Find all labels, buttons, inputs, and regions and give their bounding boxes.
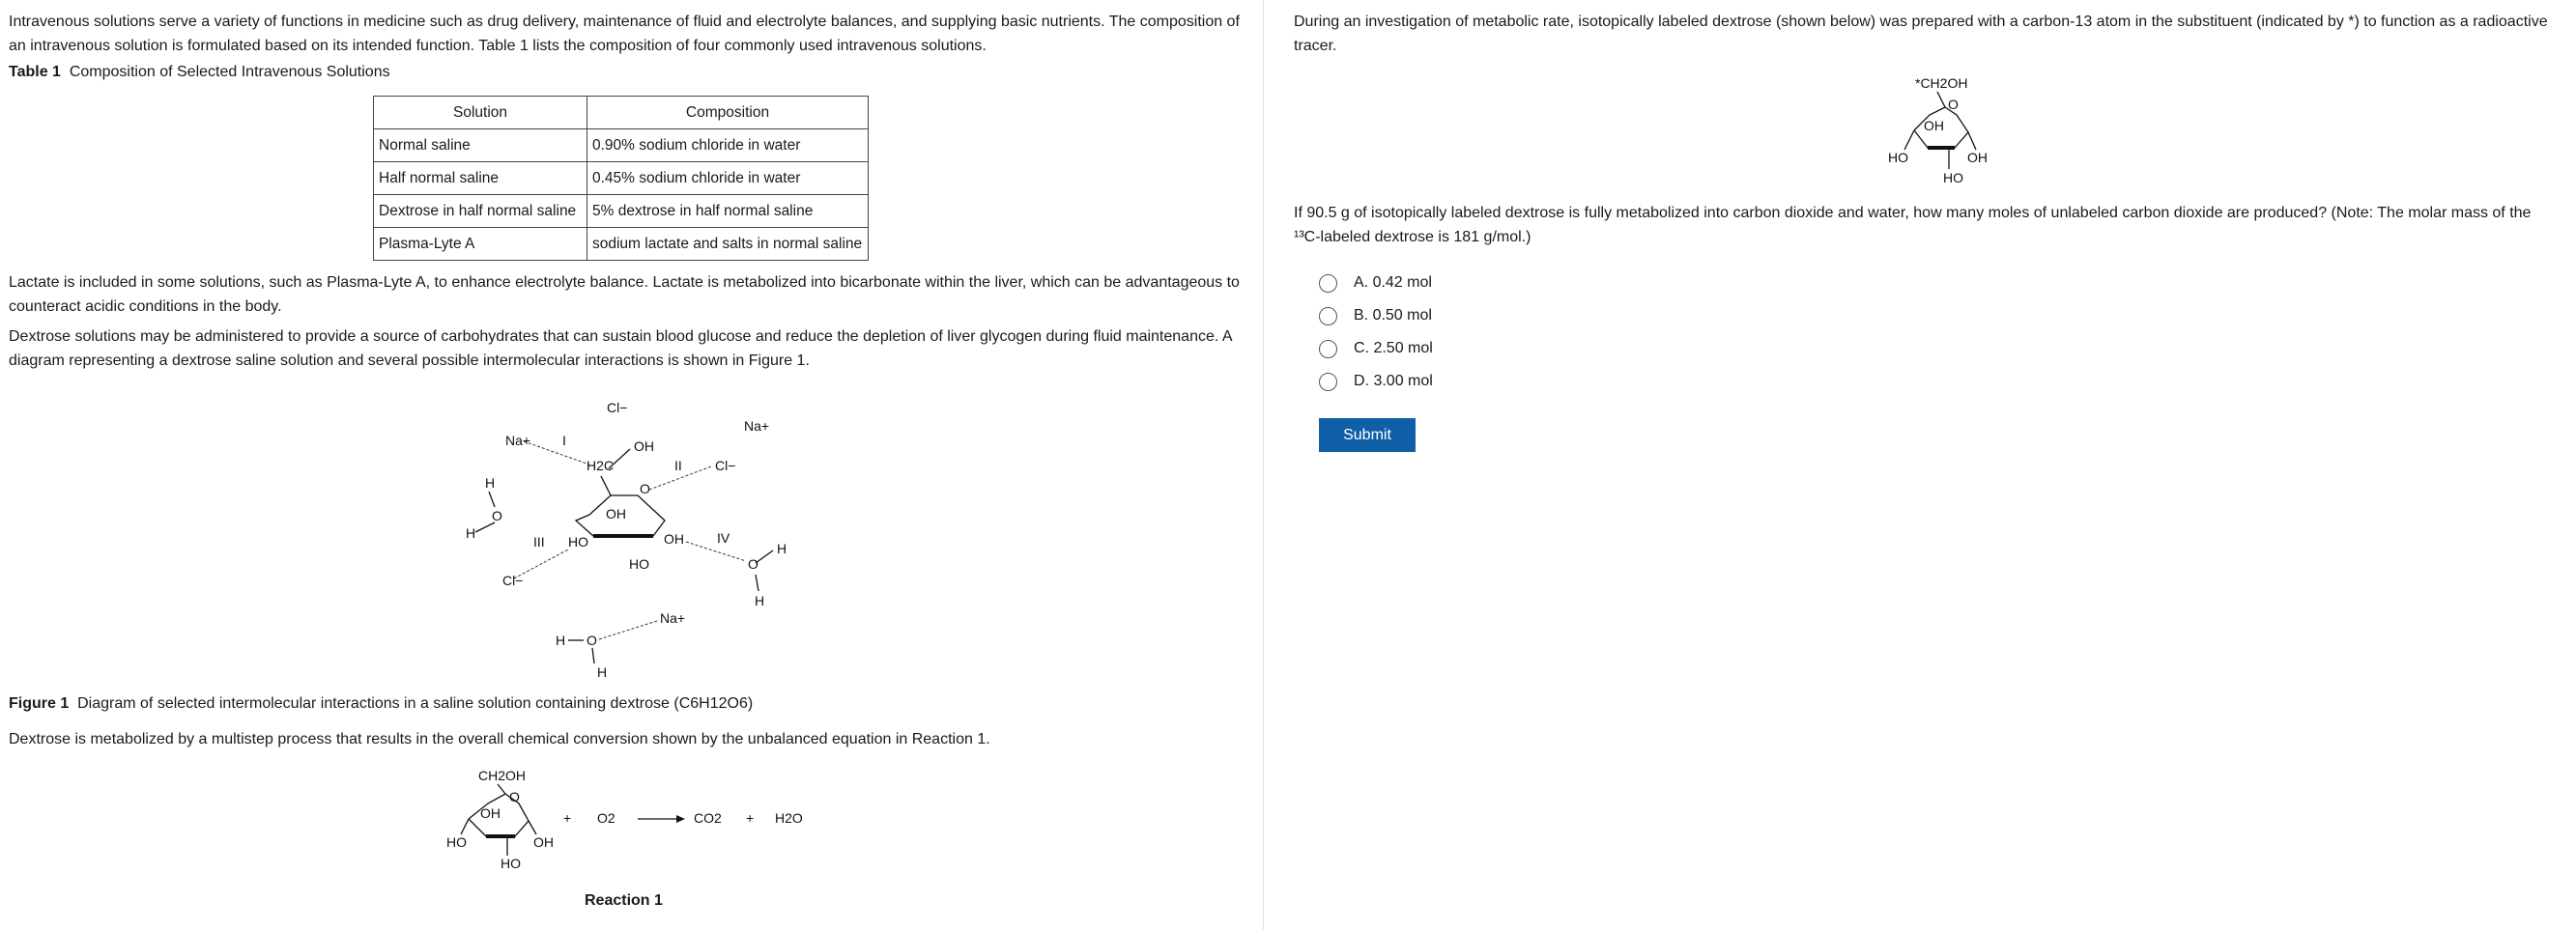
- hydroxyl-label: OH: [1924, 118, 1944, 133]
- answer-choice-label: A. 0.42 mol: [1354, 274, 1432, 291]
- hydroxyl-label: HO: [501, 856, 521, 871]
- composition-table: [373, 96, 869, 261]
- chloride-ion-label: Cl−: [715, 458, 736, 473]
- water-oxygen-label: O: [492, 508, 502, 523]
- water-product: H2O: [775, 810, 803, 826]
- oxygen-reactant: O2: [597, 810, 615, 826]
- roman-numeral-label: III: [533, 534, 545, 550]
- roman-numeral-label: I: [562, 433, 566, 448]
- passage-pane: [0, 0, 1264, 930]
- ch2oh-label: CH2OH: [478, 768, 527, 783]
- hydroxyl-label: HO: [568, 534, 588, 550]
- table-cell: 5% dextrose in half normal saline: [587, 195, 869, 228]
- figure-label: Figure 1: [9, 695, 70, 712]
- answer-choice-label: C. 2.50 mol: [1354, 340, 1433, 356]
- reaction-arrowhead: [676, 815, 685, 823]
- column-header-solution: Solution: [374, 97, 587, 129]
- answer-choice-label: D. 3.00 mol: [1354, 373, 1433, 389]
- metabolism-paragraph: Dextrose is metabolized by a multistep process that results in the overall chemical conversion shown by the unbalanced equation in Reaction 1.: [9, 731, 990, 747]
- water-oxygen-label: O: [587, 633, 597, 648]
- hydroxyl-label: HO: [629, 556, 649, 572]
- ring-oxygen-label: O: [640, 481, 650, 496]
- hydroxyl-label: OH: [634, 438, 654, 454]
- hydroxyl-label: HO: [1888, 150, 1908, 165]
- radio-button[interactable]: [1319, 373, 1337, 391]
- table-cell: Half normal saline: [374, 162, 587, 195]
- hydroxyl-label: OH: [606, 506, 626, 521]
- table-cell: Normal saline: [374, 129, 587, 162]
- plus-sign: +: [563, 810, 572, 826]
- chloride-ion-label: Cl−: [607, 400, 628, 415]
- table-title-text: Composition of Selected Intravenous Solutions: [69, 64, 390, 80]
- figure-formula: (C6H12O6): [673, 695, 754, 712]
- table-row: [374, 129, 869, 162]
- hydrogen-label: H: [755, 593, 765, 608]
- answer-choice-label: B. 0.50 mol: [1354, 307, 1432, 324]
- question-pane: [1265, 0, 2576, 930]
- chloride-ion-label: Cl−: [502, 573, 524, 588]
- table-row: [374, 228, 869, 261]
- hydrogen-label: H: [777, 541, 787, 556]
- question-text: If 90.5 g of isotopically labeled dextrose is fully metabolized into carbon dioxide and water, how many moles of unlabeled carbon dioxide are produced? (Note: The molar mass of the ¹³C-labeled dextrose is 181 g/mol.): [1294, 205, 2532, 245]
- hydroxyl-label: OH: [480, 805, 501, 821]
- sodium-ion-label: Na+: [744, 418, 770, 434]
- passage-intro: Intravenous solutions serve a variety of functions in medicine such as drug delivery, maintenance of fluid and electrolyte balances, and supplying basic nutrients. The composition of an intravenous solution is formulated based on its intended function. Table 1 lists the composition of four commonly used intravenous solutions.: [9, 14, 1240, 54]
- table-label: Table 1: [9, 64, 61, 80]
- radio-button[interactable]: [1319, 340, 1337, 358]
- labeled-dextrose-structure: [1874, 72, 1999, 188]
- answer-choice-b[interactable]: [1319, 304, 1432, 327]
- roman-numeral-label: IV: [717, 530, 730, 546]
- table-cell: 0.45% sodium chloride in water: [587, 162, 869, 195]
- ch2-label: H2C: [587, 458, 615, 473]
- water-oxygen-label: O: [748, 556, 758, 572]
- table-header-row: [374, 97, 869, 129]
- table-row: [374, 195, 869, 228]
- hydroxyl-label: OH: [533, 834, 554, 850]
- labeled-ch2oh-label: *CH2OH: [1915, 75, 1968, 91]
- sodium-ion-label: Na+: [660, 610, 686, 626]
- sodium-ion-label: Na+: [505, 433, 531, 448]
- reaction-1-diagram: [440, 763, 845, 879]
- carbon-dioxide-product: CO2: [694, 810, 722, 826]
- plus-sign: +: [746, 810, 755, 826]
- roman-numeral-label: II: [674, 458, 682, 473]
- figure-1-diagram: [454, 391, 821, 686]
- submit-button[interactable]: Submit: [1319, 418, 1416, 452]
- lactate-paragraph: Lactate is included in some solutions, such as Plasma-Lyte A, to enhance electrolyte balance. Lactate is metabolized into bicarbonate within the liver, which can be advantageous to counteract acidic conditions in the body.: [9, 274, 1240, 315]
- hydroxyl-label: HO: [1943, 170, 1963, 185]
- ring-oxygen-label: O: [1948, 97, 1959, 112]
- ring-oxygen-label: O: [509, 789, 520, 804]
- hydroxyl-label: OH: [664, 531, 684, 547]
- reaction-label: Reaction 1: [585, 892, 663, 909]
- radio-button[interactable]: [1319, 307, 1337, 325]
- answer-choice-a[interactable]: [1319, 271, 1432, 295]
- table-cell: Dextrose in half normal saline: [374, 195, 587, 228]
- hydrogen-label: H: [466, 525, 476, 541]
- hydrogen-label: H: [556, 633, 566, 648]
- column-header-composition: Composition: [587, 97, 869, 129]
- answer-choice-d[interactable]: [1319, 370, 1433, 393]
- hydrogen-label: H: [485, 475, 496, 491]
- table-cell: Plasma-Lyte A: [374, 228, 587, 261]
- table-row: [374, 162, 869, 195]
- answer-choice-c[interactable]: [1319, 337, 1433, 360]
- radio-button[interactable]: [1319, 274, 1337, 293]
- question-intro: During an investigation of metabolic rate, isotopically labeled dextrose (shown below) was prepared with a carbon-13 atom in the substituent (indicated by *) to function as a radioactive tracer.: [1294, 14, 2548, 54]
- table-cell: sodium lactate and salts in normal saline: [587, 228, 869, 261]
- hydroxyl-label: HO: [446, 834, 467, 850]
- hydrogen-label: H: [597, 664, 608, 680]
- dextrose-paragraph: Dextrose solutions may be administered to provide a source of carbohydrates that can sustain blood glucose and reduce the depletion of liver glycogen during fluid maintenance. A diagram representing a dextrose saline solution and several possible intermolecular interactions is shown in Figure 1.: [9, 328, 1232, 369]
- hydroxyl-label: OH: [1967, 150, 1988, 165]
- table-title: [9, 64, 390, 81]
- figure-caption-text: Diagram of selected intermolecular interactions in a saline solution containing dextrose: [77, 695, 670, 712]
- figure-caption: [9, 695, 753, 713]
- table-cell: 0.90% sodium chloride in water: [587, 129, 869, 162]
